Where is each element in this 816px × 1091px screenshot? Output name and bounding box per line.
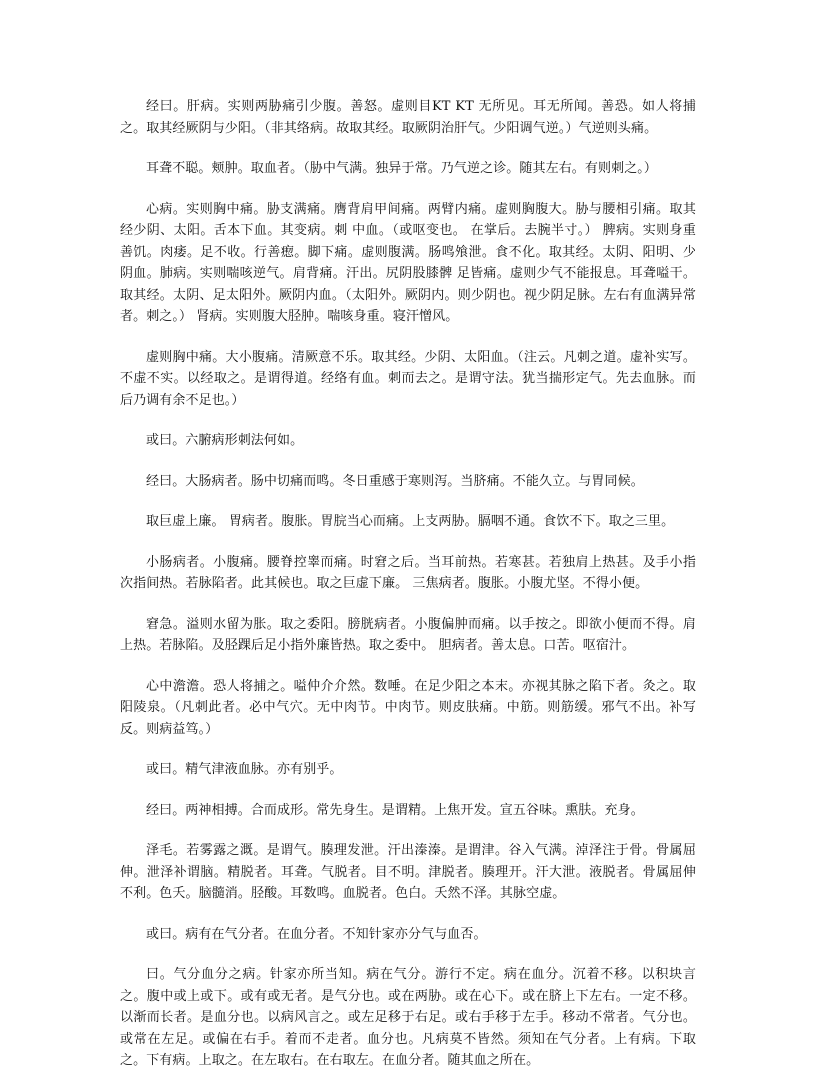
paragraph-6: 经曰。大肠病者。肠中切痛而鸣。冬日重感于寒则泻。当脐痛。不能久立。与胃同候。 [146,473,644,489]
paragraph-9: 窘急。溢则水留为胀。取之委阳。膀胱病者。小腹偏肿而痛。以手按之。即欲小便而不得。肩上热。若脉陷。及胫踝后足小指外廉皆热。取之委中。 胆病者。善太息。口苦。呕宿汁。 [120,616,696,653]
paragraph-14: 或曰。病有在气分者。在血分者。不知针家亦分气与血否。 [146,926,487,942]
paragraph-11: 或曰。精气津液血脉。亦有别乎。 [146,762,343,777]
paragraph-8: 小肠病者。小腹痛。腰脊控睾而痛。时窘之后。当耳前热。若寒甚。若独肩上热甚。及手小指次指间热。若脉陷者。此其候也。取之巨虚下廉。 三焦病者。腹胀。小腹尤坚。不得小便。 [120,554,696,591]
paragraph-2: 耳聋不聪。颊肿。取血者。（胁中气满。独异于常。乃气逆之诊。随其左右。有则刺之。） [146,161,658,176]
paragraph-3: 心病。实则胸中痛。胁支满痛。膺背肩甲间痛。两臂内痛。虚则胸腹大。胁与腰相引痛。取其经少阴、太阳。舌本下血。其变病。刺 中血。（或呕变也。 在掌后。去腕半寸。） 脾病。实则身重善饥。肉痿。足不收。行善瘛。脚下痛。虚则腹满。肠鸣飧泄。食不化。取其经。太阴、阳明、少阴血。肺病。实则喘咳逆气。肩背痛。汗出。尻阴股膝髀 足皆痛。虚则少气不能报息。耳聋嗌干。取其经。太阴、足太阳外。厥阴内血。（太阳外。厥阴内。则少阴也。视少阴足脉。左右有血满异常者。刺之。） 肾病。实则腹大胫肿。喘咳身重。寝汗憎风。 [120,201,696,324]
paragraph-13: 泽毛。若雾露之溉。是谓气。腠理发泄。汗出溱溱。是谓津。谷入气满。淖泽注于骨。骨属屈伸。泄泽补谓脑。精脱者。耳聋。气脱者。目不明。津脱者。腠理开。汗大泄。液脱者。骨属屈伸不利。色夭。脑髓消。胫酸。耳数鸣。血脱者。色白。夭然不泽。其脉空虚。 [120,843,696,901]
paragraph-1: 经曰。肝病。实则两胁痛引少腹。善怒。虚则目KT KT 无所见。耳无所闻。善恐。如人将捕之。取其经厥阴与少阳。（非其络病。故取其经。取厥阴治肝气。少阳调气逆。）气逆则头痛。 [120,99,696,136]
paragraph-4: 虚则胸中痛。大小腹痛。清厥意不乐。取其经。少阴、太阳血。（注云。凡刺之道。虚补实写。不虚不实。以经取之。是谓得道。经络有血。刺而去之。是谓守法。犹当揣形定气。先去血脉。而后乃调有余不足也。） [120,349,696,408]
paragraph-5: 或曰。六腑病形刺法何如。 [146,433,304,448]
paragraph-12: 经曰。两神相搏。合而成形。常先身生。是谓精。上焦开发。宣五谷味。熏肤。充身。 [146,802,644,818]
document-page [120,96,696,1091]
paragraph-15: 曰。气分血分之病。针家亦所当知。病在气分。游行不定。病在血分。沉着不移。以积块言之。腹中或上或下。或有或无者。是气分也。或在两胁。或在心下。或在脐上下左右。一定不移。以渐而长者。是血分也。以病风言之。或左足移于右足。或右手移于左手。移动不常者。气分也。或常在左足。或偏在右手。着而不走者。血分也。凡病莫不皆然。须知在气分者。上有病。下取之。下有病。上取之。在左取右。在右取左。在血分者。随其血之所在。 [120,967,696,1068]
paragraph-10: 心中澹澹。恐人将捕之。嗌仲介介然。数唾。在足少阳之本末。亦视其脉之陷下者。灸之。取阳陵泉。（凡刺此者。必中气穴。无中肉节。中肉节。则皮肤痛。中筋。则筋缓。邪气不出。补写反。则病益笃。） [120,678,696,737]
paragraph-7: 取巨虚上廉。 胃病者。腹胀。胃脘当心而痛。上支两胁。膈咽不通。食饮不下。取之三里。 [146,514,675,529]
